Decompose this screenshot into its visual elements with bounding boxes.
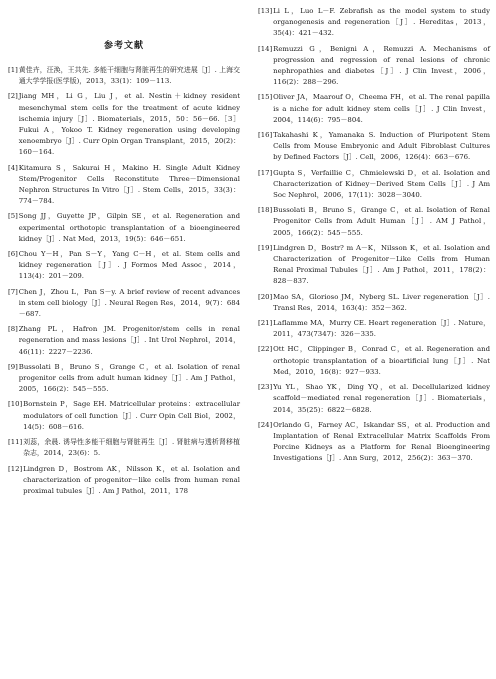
reference-number: [17] [258, 168, 273, 177]
reference-entry [258, 6, 490, 40]
reference-number: [15] [258, 93, 273, 102]
reference-text: Bussolati B，Bruno S，Grange C，et al. Isolation of renal progenitor cells from adult human kidney［J］. Am J Pathol，2005，166(2)：545－555. [18, 362, 240, 394]
reference-number: [8] [8, 325, 18, 334]
reference-entry [8, 324, 240, 358]
reference-entry [258, 92, 490, 126]
reference-entry [8, 163, 240, 208]
reference-text: Takahashi K，Yamanaka S. Induction of Pluripotent Stem Cells from Mouse Embryonic and Adult Fibroblast Cultures by Defined Factors［J］. Cell，2006，126(4)：663－676. [273, 131, 490, 162]
reference-entry [8, 464, 240, 498]
reference-text: Yu YL，Shao YK，Ding YQ，et al. Decellularized kidney scaffold－mediated renal regeneration［J］. Biomaterials，2014，35(25)：6822－6828. [273, 383, 490, 414]
reference-entry [258, 318, 490, 340]
right-column [258, 0, 490, 469]
reference-text: Jiang MH，Li G，Liu J，et al. Nestin＋kidney resident mesenchymal stem cells for the treatment of acute kidney ischemia injury［J］. Biomaterials，2015，50：56－66.［3］Fukui A，Yokoo T. Kidney regeneration using developing xenoembryo［J］. Curr Opin Organ Transplant，2015，20(2)：160－164. [18, 92, 240, 157]
reference-number: [23] [258, 383, 273, 392]
reference-number: [16] [258, 131, 273, 140]
reference-entry [8, 65, 240, 87]
reference-entry [258, 420, 490, 465]
reference-text: Gupta S，Verfaillie C，Chmielewski D，et al. Isolation and Characterization of Kidney－Derived Stem Cells［J］. J Am Soc Nephrol，2006，17(11)：3028－3040. [273, 168, 490, 200]
reference-text: Bornstein P，Sage EH. Matricellular proteins：extracellular modulators of cell function［J］. Curr Opin Cell Biol，2002，14(5)：608－616. [23, 400, 240, 431]
left-column [8, 0, 240, 501]
reference-number: [1] [8, 66, 18, 74]
reference-number: [6] [8, 250, 18, 259]
reference-entry [258, 130, 490, 164]
reference-number: [7] [8, 287, 18, 296]
reference-text: Mao SA，Glorioso JM，Nyberg SL. Liver regeneration［J］. Transl Res，2014，163(4)：352－362. [273, 292, 490, 312]
reference-entry [258, 168, 490, 202]
reference-text: Bussolati B，Bruno S，Grange C，et al. Isolation of Renal Progenitor Cells from Adult Human［J］. AM J Pathol，2005，166(2)：545－555. [273, 206, 490, 237]
reference-number: [14] [258, 44, 273, 53]
reference-list-left [8, 65, 240, 497]
reference-number: [18] [258, 206, 273, 215]
reference-list-right [258, 6, 490, 465]
reference-text: 黄佳卉，汪涣，王共先. 多能干细胞与肾脏再生的研究进展［J］. 上海交通大学学报(医学版)，2013，33(1)：109－113. [18, 66, 240, 86]
reference-number: [4] [8, 163, 18, 172]
reference-text: Song JJ，Guyette JP，Gilpin SE，et al. Regeneration and experimental orthotopic transplantation of a bioengineered kidney［J］. Nat Med，2013，19(5)：646－651. [18, 212, 240, 243]
reference-entry [8, 287, 240, 321]
reference-text: Orlando G，Farney AC，Iskandar SS，et al. Production and Implantation of Renal Extracellular Matrix Scaffolds From Porcine Kidneys as a Platform for Renal Bioengineering Investigations［J］. Ann Surg，2012，256(2)：363－370. [273, 420, 490, 463]
reference-number: [21] [258, 319, 273, 328]
reference-number: [24] [258, 420, 273, 429]
reference-text: Li L，Luo L－F. Zebrafish as the model system to study organogenesis and regeneration［J］. Hereditas，2013，35(4)：421－432. [273, 7, 490, 38]
reference-text: Kitamura S，Sakurai H，Makino H. Single Adult Kidney Stem/Progenitor Cells Reconstitute Three－Dimensional Nephron Structures In Vitro［J］. Stem Cells，2015，33(3)：774－784. [18, 163, 240, 206]
reference-entry [258, 205, 490, 239]
reference-entry [258, 243, 490, 288]
reference-number: [20] [258, 292, 273, 301]
reference-number: [19] [258, 243, 273, 252]
reference-entry [8, 437, 240, 459]
reference-text: Chou Y－H，Pan S－Y，Yang C－H，et al. Stem cells and kidney regeneration［J］. J Formos Med Assoc，2014，113(4)：201－209. [18, 250, 240, 281]
reference-entry [8, 211, 240, 245]
reference-text: Oliver JA，Maarouf O，Cheema FH，et al. The renal papilla is a niche for adult kidney stem cells［J］. J Clin Invest，2004，114(6)：795－804. [273, 93, 490, 124]
reference-entry [258, 344, 490, 378]
reference-entry [8, 399, 240, 433]
reference-text: Remuzzi G，Benigni A，Remuzzi A. Mechanisms of progression and regression of renal lesions of chronic nephropathies and diabetes［J］. J Clin Invest，2006，116(2)：288－296. [273, 44, 490, 87]
reference-entry [8, 362, 240, 396]
reference-text: Ott HC，Clippinger B，Conrad C，et al. Regeneration and orthotopic transplantation of a bioartificial lung［J］. Nat Med，2010，16(8)：927－933. [273, 345, 490, 376]
reference-number: [12] [8, 464, 23, 473]
reference-text: Laflamme MA，Murry CE. Heart regeneration［J］. Nature，2011，473(7347)：326－335. [273, 319, 490, 339]
reference-number: [5] [8, 212, 18, 221]
reference-entry [258, 44, 490, 89]
reference-number: [9] [8, 362, 18, 371]
reference-entry [258, 382, 490, 416]
references-heading: 参考文献 [103, 41, 144, 51]
reference-text: 刘蕊，余晨. 诱导性多能干细胞与肾脏再生［J］. 肾脏病与透析肾移植杂志，2014，23(6)：5. [23, 438, 240, 458]
reference-text: Lindgren D，Bostr? m A－K，Nilsson K，et al. Isolation and Characterization of Progenitor－Like Cells from Human Renal Proximal Tubules［J］. Am J Pathol，2011，178(2)：828－837. [273, 243, 490, 286]
reference-number: [10] [8, 400, 23, 409]
reference-number: [11] [8, 438, 23, 447]
reference-entry [8, 91, 240, 158]
reference-entry [8, 249, 240, 283]
reference-text: Lindgren D，Bostrom AK，Nilsson K，et al. Isolation and characterization of progenitor－like cells from human renal proximal tubules［J］. Am J Pathol，2011，178 [23, 464, 240, 495]
reference-number: [2] [8, 92, 18, 101]
reference-number: [13] [258, 7, 273, 15]
reference-entry [258, 292, 490, 314]
reference-text: Chen J，Zhou L，Pan S－y. A brief review of recent advances in stem cell biology［J］. Neural Regen Res，2014，9(7)：684－687. [18, 287, 240, 319]
reference-number: [22] [258, 345, 273, 354]
reference-text: Zhang PL，Hafron JM. Progenitor/stem cells in renal regeneration and mass lesions［J］. Int Urol Nephrol，2014，46(11)：2227－2236. [18, 325, 240, 356]
